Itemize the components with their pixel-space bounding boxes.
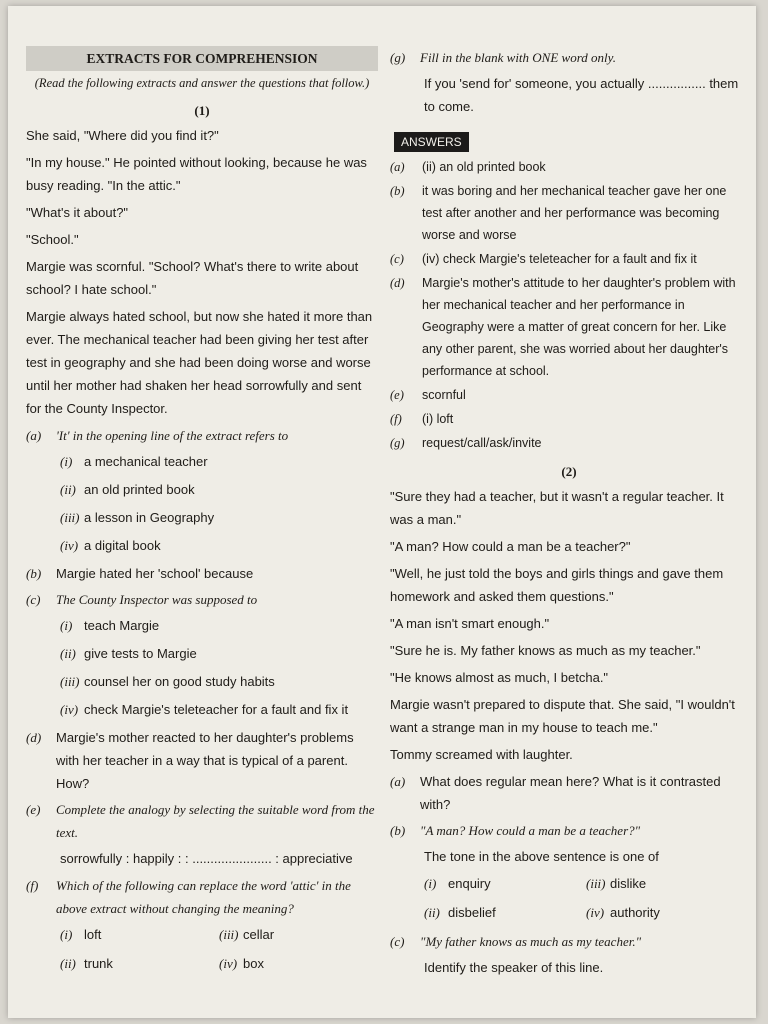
option: [60, 670, 378, 693]
answer-text: Margie's mother's attitude to her daughter's problem with her mechanical teacher and her performance in Geography were a matter of great concern for her. Like any other parent, she was worried about her daughter's performance at school.: [422, 276, 736, 378]
extract-paragraph: Tommy screamed with laughter.: [390, 747, 573, 762]
option-text: check Margie's teleteacher for a fault and fix it: [84, 702, 349, 717]
option-text: teach Margie: [84, 618, 160, 633]
answer-label: (b): [390, 184, 405, 198]
option-text: a digital book: [84, 538, 161, 553]
option-text: an old printed book: [84, 482, 195, 497]
option-label: (ii): [424, 905, 440, 920]
question-b: [26, 562, 378, 585]
option-text: disbelief: [448, 905, 496, 920]
question-text: 'It' in the opening line of the extract refers to: [56, 428, 289, 443]
answer-text: (i) loft: [422, 412, 454, 426]
question-label: (f): [26, 878, 39, 893]
option-label: (iv): [219, 956, 238, 971]
option-label: (i): [60, 927, 73, 942]
extract-paragraph: Margie was scornful. "School? What's there to write about school? I hate school.": [26, 259, 359, 297]
question-text: Margie's mother reacted to her daughter's problems with her teacher in a way that is typical of a parent. How?: [56, 730, 354, 791]
question-label: (g): [390, 50, 406, 65]
question-text: "My father knows as much as my teacher.": [420, 934, 642, 949]
answer-text: (iv) check Margie's teleteacher for a fault and fix it: [422, 252, 697, 266]
question-d: [26, 726, 378, 795]
option: [60, 952, 219, 975]
question-text: The County Inspector was supposed to: [56, 592, 258, 607]
answer-label: (c): [390, 252, 404, 266]
option-label: (iv): [60, 702, 79, 717]
option-text: give tests to Margie: [84, 646, 197, 661]
question-c: [26, 588, 378, 611]
option: [60, 642, 378, 665]
extract-number-2: (2): [561, 464, 577, 479]
answer-text: (ii) an old printed book: [422, 160, 546, 174]
option: [60, 450, 378, 473]
option: [586, 901, 748, 924]
option-text: trunk: [84, 956, 113, 971]
option-label: (ii): [60, 646, 76, 661]
answers-badge: ANSWERS: [394, 132, 469, 152]
extract-paragraph: "A man isn't smart enough.": [390, 616, 550, 631]
option-text: dislike: [610, 876, 647, 891]
option-label: (iv): [586, 905, 605, 920]
answer-item: [390, 384, 748, 406]
question-2b: [390, 819, 748, 842]
question-label: (d): [26, 730, 42, 745]
question-label: (a): [390, 774, 406, 789]
option: [60, 534, 378, 557]
option-label: (ii): [60, 482, 76, 497]
option-label: (iii): [219, 927, 239, 942]
answer-label: (f): [390, 412, 402, 426]
option-text: box: [243, 956, 264, 971]
option: [60, 614, 378, 637]
answer-text: scornful: [422, 388, 466, 402]
question-label: (e): [26, 802, 41, 817]
option: [60, 506, 378, 529]
option-label: (iii): [60, 510, 80, 525]
option: [586, 872, 748, 895]
question-text: Which of the following can replace the word 'attic' in the above extract without changing the meaning?: [56, 878, 351, 916]
options-grid: [60, 923, 378, 975]
option: [424, 872, 586, 895]
question-f: [26, 874, 378, 920]
option: [219, 923, 378, 946]
option: [424, 901, 586, 924]
question-subtext: The tone in the above sentence is one of: [424, 849, 659, 864]
question-text: Margie hated her 'school' because: [56, 566, 254, 581]
extract-paragraph: "What's it about?": [26, 205, 129, 220]
question-e: [26, 798, 378, 844]
right-column: [390, 46, 748, 983]
option-label: (ii): [60, 956, 76, 971]
question-label: (b): [390, 823, 406, 838]
question-label: (c): [390, 934, 405, 949]
option-label: (i): [60, 618, 73, 633]
question-g: [390, 46, 748, 69]
extract-paragraph: "A man? How could a man be a teacher?": [390, 539, 631, 554]
question-label: (c): [26, 592, 41, 607]
fill-blank-sentence: If you 'send for' someone, you actually ................ them to come.: [424, 76, 739, 114]
instruction: (Read the following extracts and answer the questions that follow.): [34, 76, 370, 90]
answer-item: [390, 180, 748, 246]
answer-item: [390, 408, 748, 430]
answer-item: [390, 248, 748, 270]
option-label: (iii): [586, 876, 606, 891]
option: [60, 478, 378, 501]
option-label: (i): [424, 876, 437, 891]
extract-number-1: (1): [194, 103, 210, 118]
option-text: cellar: [243, 927, 275, 942]
answer-item: [390, 156, 748, 178]
answer-label: (a): [390, 160, 405, 174]
option: [60, 698, 378, 721]
options-grid: [424, 872, 748, 924]
option-text: counsel her on good study habits: [84, 674, 275, 689]
answer-label: (g): [390, 436, 405, 450]
answer-text: it was boring and her mechanical teacher gave her one test after another and her performance was becoming worse and worse: [422, 184, 727, 242]
question-a: [26, 424, 378, 447]
page: [8, 6, 756, 1018]
extract-paragraph: Margie always hated school, but now she hated it more than ever. The mechanical teacher had been giving her test after test in geography and she had been doing worse and worse until her mother had shaken her head sorrowfully and sent for the County Inspector.: [26, 309, 373, 416]
question-text: Complete the analogy by selecting the suitable word from the text.: [56, 802, 375, 840]
answer-item: [390, 432, 748, 454]
question-text: "A man? How could a man be a teacher?": [420, 823, 641, 838]
question-2a: [390, 770, 748, 816]
question-label: (b): [26, 566, 42, 581]
extract-paragraph: Margie wasn't prepared to dispute that. She said, "I wouldn't want a strange man in my house to teach me.": [390, 697, 735, 735]
question-text: What does regular mean here? What is it contrasted with?: [420, 774, 721, 812]
extract-paragraph: "School.": [26, 232, 79, 247]
option-text: loft: [84, 927, 102, 942]
extract-paragraph: She said, "Where did you find it?": [26, 128, 219, 143]
option-text: a mechanical teacher: [84, 454, 208, 469]
option-text: enquiry: [448, 876, 491, 891]
option: [219, 952, 378, 975]
option-text: authority: [610, 905, 660, 920]
option: [60, 923, 219, 946]
extract-paragraph: "He knows almost as much, I betcha.": [390, 670, 609, 685]
answer-label: (e): [390, 388, 404, 402]
analogy-line: sorrowfully : happily : : ...................... : appreciative: [60, 851, 353, 866]
option-label: (i): [60, 454, 73, 469]
extract-paragraph: "Well, he just told the boys and girls things and gave them homework and asked them questions.": [390, 566, 724, 604]
option-label: (iv): [60, 538, 79, 553]
question-2c: [390, 930, 748, 953]
extract-paragraph: "Sure they had a teacher, but it wasn't a regular teacher. It was a man.": [390, 489, 724, 527]
extract-paragraph: "In my house." He pointed without looking, because he was busy reading. "In the attic.": [26, 155, 367, 193]
answer-label: (d): [390, 276, 405, 290]
left-column: [26, 46, 378, 975]
option-label: (iii): [60, 674, 80, 689]
answer-item: [390, 272, 748, 382]
question-text: Fill in the blank with ONE word only.: [420, 50, 616, 65]
question-subtext: Identify the speaker of this line.: [424, 960, 604, 975]
answer-text: request/call/ask/invite: [422, 436, 542, 450]
option-text: a lesson in Geography: [84, 510, 215, 525]
section-heading: EXTRACTS FOR COMPREHENSION: [26, 46, 378, 71]
extract-paragraph: "Sure he is. My father knows as much as my teacher.": [390, 643, 701, 658]
question-label: (a): [26, 428, 42, 443]
